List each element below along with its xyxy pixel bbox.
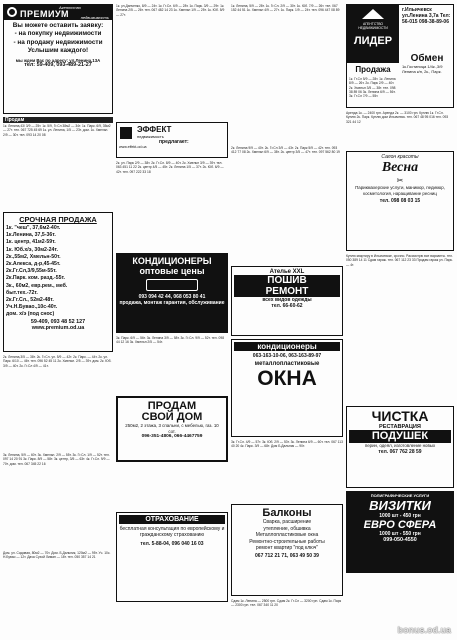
atelier-line1: ПОШИВ [234, 275, 340, 286]
lider-logo-box [347, 5, 399, 63]
effekt-ad [116, 122, 228, 158]
balcony-item: утепление, обшивка [263, 525, 311, 532]
house-icon [362, 9, 384, 19]
prodam-line2: СВОЙ ДОМ [141, 411, 203, 423]
premium-address: мы ждем Вас по адресу: ул.Ленина,13А [15, 57, 101, 63]
urgent-sale-item: 1к. центр, 41м2-59т. [6, 239, 56, 246]
watermark: bonus.od.ua [397, 625, 451, 635]
classifieds-col2-a: 1к. ул.Данченко, 8/9 — 24т. 1к. Гг.Сл. 6/9 — 28т. 1к. Парк. 3/9 — 29т. 1к. Ленина 2/5 — 26т. тел. 067 482 14 23 1к. Хмельн 1/9 — 25т. 1к. Юб. 5/9 — 27т. [116, 4, 225, 17]
conditioner-icon [146, 279, 198, 291]
vizitki-subtitle: ЕВРО СФЕРА [363, 519, 437, 531]
balcony-title: Балконы [262, 507, 312, 519]
urgent-sale-item: дом. х/э (под снос) [6, 311, 55, 318]
conditioners-phones: 093 094 42 44, 068 053 80 41 [138, 294, 206, 300]
urgent-sale-item: 1к. "чеш", 37,6м2-40т. [6, 225, 61, 231]
atelier-phone: тел. 66-60-62 [271, 303, 303, 309]
urgent-sale-title: СРОЧНАЯ ПРОДАЖА [19, 215, 97, 224]
effekt-subtitle: недвижимость [137, 134, 164, 139]
column-1 [3, 4, 113, 636]
beauty-name: Весна [381, 160, 419, 175]
windows-label: металлопластиковые [254, 361, 320, 367]
urgent-sale-item: 2к.Гг.Сл., 52м2-48т. [6, 297, 54, 304]
tender-text: бесплатная консультация по европейскому и гражданскому страхованию [119, 526, 225, 539]
windows-big: ОКНА [257, 367, 317, 390]
urgent-sale-item: 2к.Гг.Сл,3/9,55м-55т. [6, 268, 57, 275]
lider-list: 1к. Гг.Сл 5/9 — 28т. 1к. Ленина 8/9 — 26т. 2к. Парк 2/9 — 40т. 2к. Хмельн 3/5 — 38т. тел. 098 38 89 06 3к. Ленина 6/9 — 56т. 3к. Гг.Сл 7/9 — 55т. [349, 77, 396, 99]
beauty-text: Парикмахерские услуги, маникюр, педикюр, косметология, наращивание ресниц [355, 185, 445, 196]
conditioners-title: КОНДИЦИОНЕРЫ [132, 256, 212, 266]
lider-sub: АГЕНТСТВО НЕДВИЖИМОСТИ [358, 22, 388, 30]
chistka-big: ПОДУШЕК [349, 430, 451, 443]
effekt-tagline: предлагает: [159, 139, 189, 145]
balcony-item: Сварка, расширение [262, 519, 312, 525]
urgent-sale-ad [3, 212, 113, 352]
tender-ad [116, 512, 228, 602]
premium-agency: Агентство [59, 5, 81, 10]
classifieds-col3-a: 1к. Ленина, 5/9 — 28т. 1к. Гг.Сл. 2/9 — 30т. 1к. Юб. 7/9 — 26т. тел. 067 152 44 51 1к. Хмельн 4/9 — 27т. 1к. Парк. 1/9 — 24т. тел. 096 447 08 89 [231, 4, 340, 13]
urgent-sale-list [6, 225, 110, 319]
lider-brand: ЛИДЕР [353, 35, 393, 47]
premium-phones: тел: 59-409, 093-489-21-27 [24, 62, 92, 69]
chistka-title: ЧИСТКА [371, 408, 429, 424]
classifieds-col2-b: 2к. ул. Парк 2/9 — 38т. 2к. Гг.Сл. 8/9 — 40т. 2к. Хмельн 3/9 — 39т. тел. 063 451 11 22 2к. центр 4/5 — 45т. 2к. Ленина 1/5 — 37т. 2к. Юб. 6/9 — 42т. тел. 097 222 33 18 [116, 161, 224, 174]
atelier-line2: РЕМОНТ [234, 286, 340, 297]
chistka-phone: тел. 067 762 28 59 [378, 448, 422, 455]
obmen-title: Обмен [410, 53, 444, 64]
classifieds-col3-b: 2к. Ленина 9/9 — 40т. 2к. Гг.Сл 3/9 — 43т. 2к. Парк 5/9 — 42т. тел. 093 412 77 08 2к. Хмельн 6/9 — 38т. 2к. центр 3/5 — 47т. тел. 097 562 80 19 [231, 146, 340, 155]
windows-ad [231, 339, 343, 437]
windows-conditioners-title: кондиционеры [234, 342, 340, 351]
conditioners-ad [116, 253, 228, 333]
obmen-box [402, 53, 452, 74]
atelier-text: всех видов одежды [262, 297, 312, 303]
atelier-name: Ателье ХХL [269, 269, 305, 275]
urgent-sale-item: 1к.Ленина, 37,5-36т. [6, 232, 56, 239]
tender-title: ОТРАХОВАНИЕ [119, 515, 225, 524]
column-3 [231, 4, 343, 636]
column-2 [116, 4, 228, 636]
beauty-ad [346, 151, 454, 251]
prodam-dom-ad [116, 396, 228, 462]
classifieds-col1-a: 1к. Ленина,43/ 3/9 — 25т. 1к. 5/9, Гг.Сл 38м2 — 34т. 1к. Парк. 6/9, 35м2 — 27т. тел. 067 725 45 69 1к. ул. Ленина, 1/5 — 23т. дом. 1к. Хмельн. 2/9 — 30т. тел. 093 14 20 08 [3, 124, 111, 137]
urgent-sale-item: 1к. Юб.х/э, 30м2-24т. [6, 246, 58, 253]
classifieds-col1-d: Дом. ул. Садовая, 80м2 — 70т. Дом. Б.Дальник, 120м2 — 95т. Уч. 10с. Н.Бувао — 12т. Дача Сухой Лиман — 18т. тел. 050 357 14 21 [3, 551, 111, 560]
beauty-phone: тел. 098 08 03 15 [379, 198, 421, 205]
premium-ad [3, 4, 113, 114]
atelier-ad [231, 266, 343, 336]
premium-headline-1: Вы можете оставить заявку: [12, 22, 104, 29]
prodam-phone: 096-351-4806, 066-4467759 [141, 434, 203, 440]
vizitki-title: ВИЗИТКИ [369, 498, 431, 513]
urgent-sale-item: быт.тех.-72т. [6, 289, 38, 296]
urgent-sale-item: 3к., 60м2, евр.рем., меб. [6, 282, 68, 289]
vizitki-text1: 1000 шт - 450 грн [379, 513, 421, 519]
balcony-item: Металлопластиковые окна [255, 532, 319, 539]
premium-header [4, 5, 112, 20]
balcony-phone: 067 712 21 71, 063 49 50 39 [255, 552, 319, 559]
obmen-text: 1к.Гостиница 1/4к.,3/9 Ленина к/п, 2к., Парк. [402, 64, 443, 74]
chistka-subtitle: РЕСТАВРАЦИЯ [379, 424, 421, 430]
windows-phone: 063-163-10-06, 063-163-89-97 [252, 353, 322, 359]
urgent-sale-item: 2к.Алекса, д-р,45-45т. [6, 261, 61, 268]
lider-address: г.Ильичевск ул.Ленина 3,7а Тел: 56-015 098-38-89-06 [402, 7, 451, 26]
chistka-text: перин, одеял, изготовление новых [364, 443, 436, 448]
urgent-sale-item: Уч.Н.Бувао.,10с-40т. [6, 304, 58, 311]
premium-logo-icon [7, 7, 17, 17]
premium-headline-3: - на продажу недвижимости [13, 38, 103, 46]
classifieds-col2-c: 3к. Парк. 6/9 — 56т. 3к. Ленина 3/9 — 58т. 3к. Гг.Сл. 9/9 — 52т. тел. 098 44 12 16 3к. Хмельн 2/5 — 54т. [116, 336, 225, 345]
effekt-title: ЭФФЕКТ [137, 125, 172, 134]
conditioners-subtitle: оптовые цены [139, 266, 205, 276]
prodam-text: 250м2, 2 этажа, 3 спальни, с мебелью, газ. 10 сот. [125, 423, 219, 434]
classifieds-col1-c: 3к. Ленина, 5/9 — 60т. 3к. Хмельн. 2/9 — 55т. 3к. Гг.Сл. 1/9 — 52т. тел. 097 14 20 91 3к. Парк. 8/9 — 58т. 3к. центр, 3/5 — 63т. 4к. Гг.Сл. 9/9 — 70т. дом. тел. 067 345 22 16 [3, 453, 110, 466]
classifieds-col3-c: 3к. Гг.Сл. 4/9 — 57т. 3к. Юб. 2/9 — 53т. 3к. Ленина 6/9 — 60т. тел. 067 113 40 20 4к. Парк. 3/9 — 68т. Дом Б.Дальник — 90т. [231, 440, 343, 449]
premium-headline-2: - на покупку недвижимости [14, 30, 102, 38]
vizitki-header: ПОЛИГРАФИЧЕСКИЕ УСЛУГИ [370, 493, 430, 498]
urgent-sale-item: 2к.Парк. ком. разд.-55т. [6, 275, 65, 282]
scissors-icon: ✂ [396, 176, 404, 185]
balcony-list [234, 519, 340, 552]
classifieds-col1-b: 2к. Ленина,3/5 — 38т. 2к. Гг.Сл. ул. 5/9 — 42т. 2к. Парк. — 44т. 2к. ул. Парк. 6/10 — 46т. тел. 096 52 45 11 2к. Хмельн. 2/5 — 39т. дом. 2к. Юб. 3/9 — 40т. 2к. Гг.Сл 4/9 — 41т. [3, 355, 112, 368]
balcony-item: ремонт квартир "под ключ" [255, 545, 319, 552]
classifieds-col3-d: Сдам 1к. Ленина — 2500 грн. Сдам 2к. Гг.Сл — 3200 грн. Сдам 1к. Парк — 2300 грн. тел. 067 340 11 20 [231, 599, 342, 608]
effekt-site: www.effekt-od.ua [119, 145, 147, 149]
urgent-sale-item: 2к.,55м2, Хмельн-50т. [6, 253, 61, 260]
balcony-ad [231, 504, 343, 596]
urgent-sale-phones: 59-409, 093 48 52 127 [30, 318, 86, 325]
premium-brand: ПРЕМИУМ [20, 9, 70, 19]
premium-subtitle: недвижимость [80, 15, 109, 20]
effekt-logo-icon [120, 127, 132, 139]
urgent-sale-site: www.premium.od.ua [31, 324, 85, 331]
vizitki-ad [346, 491, 454, 573]
prodam-line1: ПРОДАМ [147, 400, 197, 412]
classifieds-col4-b: Аренда 1к. — 2400 грн. Аренда 2к. — 3100 грн. Куплю 1к. Гг.Сл. Куплю 2к. Парк. Куплю дом Ильичевск. тел. 067 48 95 016 тел. 093 321 44 12 [346, 111, 449, 124]
lider-ad [346, 4, 454, 108]
premium-headline-4: Услышим каждого! [27, 47, 89, 55]
classifieds-col4-c: Куплю квартиру в Ильичевске, срочно. Рассмотрю все варианты. тел. 050 389 14 11 Сдам гараж. тел. 067 112 23 33 Продам гараж ул. Парк. — 4т. [346, 254, 453, 267]
vizitki-text2: 1000 шт - 550 грн [379, 531, 421, 537]
column-4 [346, 4, 454, 636]
conditioners-service: продажа, монтаж гарантия, обслуживание [119, 300, 225, 306]
balcony-item: Ремонтно-строительные работы [249, 538, 325, 545]
chistka-ad [346, 406, 454, 488]
tender-phone: тел. 5-88-04, 096 040 16 03 [140, 540, 204, 547]
vizitki-phone: 099-050-4550 [383, 537, 417, 543]
beauty-title: Салон красоты [381, 154, 419, 160]
lider-heading: Продажа [355, 65, 391, 74]
section-prodam-label: Продам [3, 117, 113, 123]
